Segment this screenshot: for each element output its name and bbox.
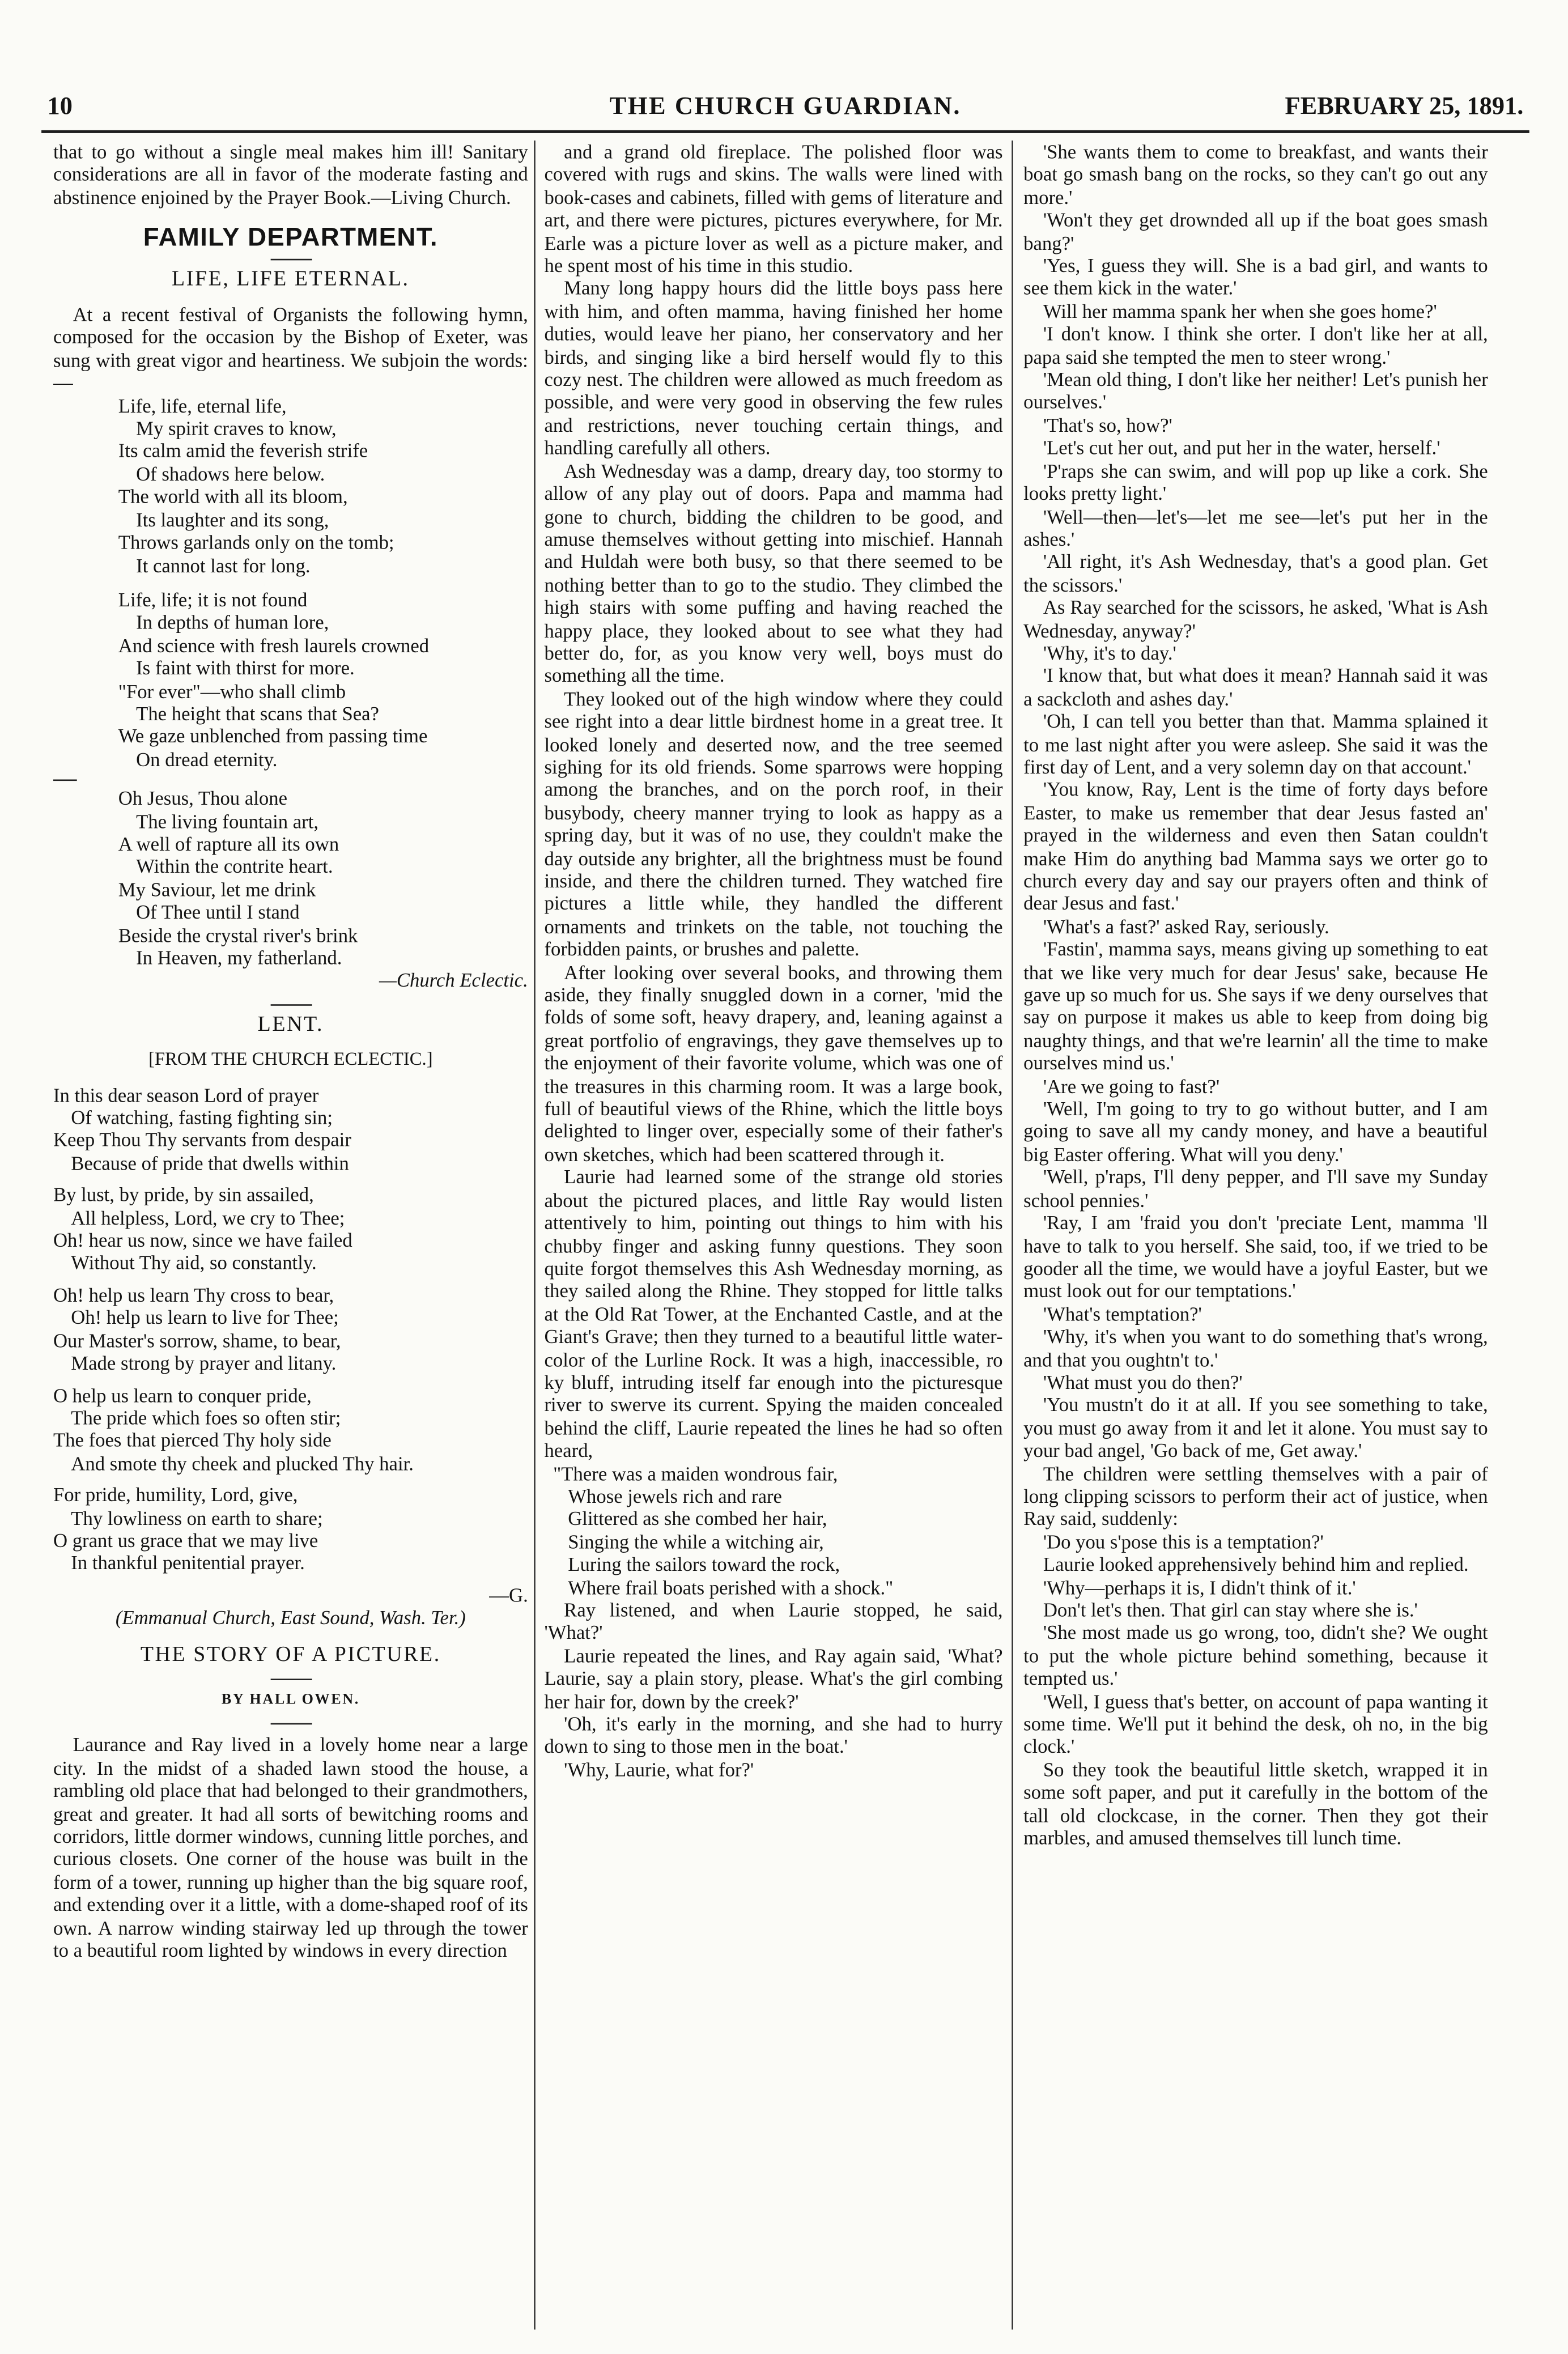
poem-line: O help us learn to conquer pride, bbox=[53, 1383, 312, 1406]
poem-stanzas bbox=[53, 1083, 528, 1575]
poem-line: My Saviour, let me drink bbox=[118, 878, 316, 900]
verse-line: Whose jewels rich and rare bbox=[568, 1485, 782, 1507]
story-paragraph: 'Mean old thing, I don't like her neither! Let's punish her ourselves.' bbox=[1023, 368, 1488, 414]
poem-title: LENT. bbox=[257, 1013, 324, 1037]
story-paragraph: Laurie looked apprehensively behind him and replied. bbox=[1043, 1553, 1469, 1576]
story-paragraph: 'You mustn't do it at all. If you see something to take, you must go away from it and let it alone. You must say to your bad angel, 'Go back of me, Get away.' bbox=[1023, 1393, 1488, 1462]
poem-line: Because of pride that dwells within bbox=[71, 1151, 349, 1174]
column-1 bbox=[53, 141, 528, 2344]
poem-line: Oh! help us learn Thy cross to bear, bbox=[53, 1284, 334, 1306]
story-paragraph: 'Well, I'm going to try to go without butter, and I am going to save all my candy money, and have a beautiful big Easter offering. What will you deny.' bbox=[1023, 1097, 1488, 1166]
story-paragraph: and a grand old fireplace. The polished floor was covered with rugs and skins. The walls were lined with book-cases and cabinets, filled with gems of literature and art, and there were pictures, pictures everywhere, for Mr. Earle was a picture lover as well as a picture maker, and he spent most of his time in this studio. bbox=[544, 140, 1003, 277]
story-paragraph: 'Fastin', mamma says, means giving up something to eat that we like very much for dear Jesus' sake, because He gave up so much for us. She says if we deny ourselves that say on purpose it makes us able to keep from doing big naughty things, and that we're learnin' all the time to make ourselves mind us.' bbox=[1023, 938, 1488, 1074]
divider bbox=[270, 1679, 311, 1680]
story-paragraph: 'She wants them to come to breakfast, and wants their boat go smash bang on the rocks, so they can't go out any more.' bbox=[1023, 140, 1488, 209]
story-paragraph: 'Oh, it's early in the morning, and she had to hurry down to sing to those men in the boat.' bbox=[544, 1713, 1003, 1758]
story-paragraph: 'What must you do then?' bbox=[1043, 1371, 1243, 1393]
poem-body-continued bbox=[53, 787, 528, 970]
poem-attribution: —Church Eclectic. bbox=[379, 969, 528, 992]
verse-line: Where frail boats perished with a shock." bbox=[568, 1576, 894, 1599]
poem-line: And science with fresh laurels crowned bbox=[118, 634, 430, 657]
verse-line: "There was a maiden wondrous fair, bbox=[553, 1462, 838, 1485]
verse-line: Luring the sailors toward the rock, bbox=[568, 1553, 840, 1576]
divider bbox=[270, 1724, 311, 1726]
story-paragraph: 'Why, it's when you want to do something that's wrong, and that you oughtn't to.' bbox=[1023, 1325, 1488, 1371]
column-3 bbox=[1023, 141, 1488, 2344]
issue-date: FEBRUARY 25, 1891. bbox=[1285, 91, 1524, 120]
poem-line: Its calm amid the feverish strife bbox=[118, 440, 368, 462]
poem-line: The world with all its bloom, bbox=[118, 485, 348, 508]
story-paragraph: 'What's temptation?' bbox=[1043, 1302, 1202, 1325]
story-paragraph: The children were settling themselves with a pair of long clipping scissors to perform their act of justice, when Ray said, suddenly: bbox=[1023, 1462, 1488, 1530]
poem-line: Of watching, fasting fighting sin; bbox=[71, 1106, 333, 1129]
divider bbox=[53, 780, 77, 781]
story-paragraph: 'I know that, but what does it mean? Hannah said it was a sackcloth and ashes day.' bbox=[1023, 664, 1488, 710]
poem-line: It cannot last for long. bbox=[136, 554, 311, 576]
story-paragraph: 'Well—then—let's—let me see—let's put her in the ashes.' bbox=[1023, 505, 1488, 550]
poem-line: In Heaven, my fatherland. bbox=[136, 946, 342, 969]
poem-stanza bbox=[53, 1184, 528, 1275]
story-paragraph: 'Why—perhaps it is, I didn't think of it.' bbox=[1043, 1576, 1356, 1599]
poem-line: In this dear season Lord of prayer bbox=[53, 1083, 319, 1106]
poem-line: Life, life; it is not found bbox=[118, 588, 308, 611]
poem-line: In thankful penitential prayer. bbox=[71, 1552, 305, 1574]
poem-line: Within the contrite heart. bbox=[136, 855, 333, 878]
poem-line: We gaze unblenched from passing time bbox=[118, 725, 428, 747]
story-paragraph: 'Are we going to fast?' bbox=[1043, 1074, 1220, 1097]
story-paragraph: So they took the beautiful little sketch, wrapped it in some soft paper, and put it carefully in the bottom of the tall old clockcase, in the corner. Then they got their marbles, and amused themselves till lunch time. bbox=[1023, 1758, 1488, 1849]
story-byline: BY HALL OWEN. bbox=[221, 1692, 360, 1709]
story-paragraph: 'She most made us go wrong, too, didn't she? We ought to put the whole picture behind something, because it tempted us.' bbox=[1023, 1621, 1488, 1690]
story-paragraph: Ray listened, and when Laurie stopped, he said, 'What?' bbox=[544, 1599, 1003, 1644]
poem-stanza bbox=[53, 1484, 528, 1575]
poem-line: O grant us grace that we may live bbox=[53, 1529, 318, 1552]
column-2 bbox=[544, 141, 1002, 2344]
poem-line: Made strong by prayer and litany. bbox=[71, 1352, 337, 1374]
column-rule-2 bbox=[1012, 141, 1013, 2330]
story-paragraph: 'Let's cut her out, and put her in the water, herself.' bbox=[1043, 436, 1440, 459]
story-paragraph: 'You know, Ray, Lent is the time of forty days before Easter, to make us remember that dear Jesus fasted an' prayed in the wilderness and even then Satan couldn't make Him do anything bad Mamma says we orter go to church every day and say our prayers often and think of dear Jesus and fast.' bbox=[1023, 778, 1488, 915]
poem-stanza bbox=[53, 1384, 528, 1475]
story-paragraph: 'I don't know. I think she orter. I don't like her at all, papa said she tempted the men to steer wrong.' bbox=[1023, 322, 1488, 368]
poem-line: On dread eternity. bbox=[136, 748, 278, 771]
story-verse bbox=[544, 1462, 1002, 1599]
story-paragraph: 'Oh, I can tell you better than that. Mamma splained it to me last night after you were asleep. She said it was the first day of Lent, and a very solemn day on that account.' bbox=[1023, 710, 1488, 778]
story-paragraph: 'All right, it's Ash Wednesday, that's a good plan. Get the scissors.' bbox=[1023, 550, 1488, 596]
story-paragraph: Many long happy hours did the little boys pass here with him, and often mamma, having finished her home duties, would leave her piano, her conservatory and her birds, and singing like a bird herself would fly to this cozy nest. The children were allowed as much freedom as possible, and were very good in observing the few rules and restrictions, never touching certain things, and handling carefully all others. bbox=[544, 277, 1003, 459]
story-paragraph: 'Do you s'pose this is a temptation?' bbox=[1043, 1530, 1324, 1553]
poem-line: Our Master's sorrow, shame, to bear, bbox=[53, 1329, 341, 1352]
story-paragraph: Laurie repeated the lines, and Ray again said, 'What? Laurie, say a plain story, please. What's the girl combing her hair for, down by the creek?' bbox=[544, 1644, 1003, 1713]
poem-line: Oh Jesus, Thou alone bbox=[118, 787, 287, 810]
story-paragraph: Laurance and Ray lived in a lovely home near a large city. In the midst of a shaded lawn stood the house, a rambling old place that had belonged to their grandmothers, great and greater. It had all sorts of bewitching rooms and corridors, little dormer windows, cunning little porches, and curious closets. One corner of the house was built in the form of a tower, running up higher than the big square roof, and extending over it a little, with a dome-shaped roof of its own. A narrow winding stairway led up through the tower to a beautiful room lighted by windows in every direction bbox=[53, 1733, 528, 1961]
poem-line: Oh! help us learn to live for Thee; bbox=[71, 1306, 339, 1329]
masthead: THE CHURCH GUARDIAN. bbox=[609, 91, 962, 120]
poem-intro: At a recent festival of Organists the following hymn, composed for the occasion by the Bishop of Exeter, was sung with great vigor and heartiness. We subjoin the words:— bbox=[53, 303, 528, 394]
intro-paragraph: that to go without a single meal makes him ill! Sanitary considerations are all in favor of the moderate fasting and abstinence enjoined by the Prayer Book.—Living Church. bbox=[53, 140, 528, 209]
section-heading: FAMILY DEPARTMENT. bbox=[143, 222, 438, 252]
story-paragraph: Don't let's then. That girl can stay where she is.' bbox=[1043, 1599, 1418, 1621]
page-header bbox=[41, 92, 1529, 133]
verse-line: Glittered as she combed her hair, bbox=[568, 1507, 827, 1530]
poem-line: Beside the crystal river's brink bbox=[118, 924, 358, 946]
story-paragraph: 'Well, p'raps, I'll deny pepper, and I'll save my Sunday school pennies.' bbox=[1023, 1166, 1488, 1211]
divider bbox=[270, 258, 311, 260]
story-dialogue bbox=[1023, 141, 1488, 1850]
poem-line: In depths of human lore, bbox=[136, 611, 329, 634]
poem-body bbox=[53, 394, 528, 771]
story-paragraph: As Ray searched for the scissors, he asked, 'What is Ash Wednesday, anyway?' bbox=[1023, 596, 1488, 641]
poem-line: Its laughter and its song, bbox=[136, 508, 329, 531]
story-title: THE STORY OF A PICTURE. bbox=[140, 1642, 441, 1667]
poem-line: For pride, humility, Lord, give, bbox=[53, 1484, 298, 1506]
poem-line: Is faint with thirst for more. bbox=[136, 657, 355, 679]
poem-signature: —G. bbox=[489, 1583, 528, 1606]
story-paragraph: 'Why, it's to day.' bbox=[1043, 641, 1176, 664]
story-paragraph: After looking over several books, and throwing them aside, they finally snuggled down in a corner, 'mid the folds of some soft, heavy drapery, and, leaning against a great portfolio of engravings, they gave themselves up to the enjoyment of their favorite volume, which was one of the treasures in this charming room. It was a large book, full of beautiful views of the Rhine, which the little boys delighted to linger over, especially some of their father's own sketches, which had been scattered through it. bbox=[544, 961, 1003, 1166]
story-paragraph: 'What's a fast?' asked Ray, seriously. bbox=[1043, 915, 1329, 938]
story-paragraph: They looked out of the high window where they could see right into a dear little birdnest home in a great tree. It looked lonely and deserted now, and the tree seemed sighing for its old friends. Some sparrows were hopping among the branches, and on the porch roof, in their busybody, cheery manner trying to look as happy as a spring day, but it was of no use, they couldn't make the day outside any brighter, all the brightness must be found inside, and there the children turned. They watched fire pictures a little while, they handled the different ornaments and trinkets on the table, not touching the forbidden paints, or brushes and palette. bbox=[544, 687, 1003, 961]
story-continued bbox=[544, 141, 1002, 1462]
story-paragraph: Will her mamma spank her when she goes home?' bbox=[1043, 300, 1437, 322]
poem-line: "For ever"—who shall climb bbox=[118, 679, 346, 702]
poem-line: And smote thy cheek and plucked Thy hair. bbox=[71, 1452, 414, 1475]
story-paragraph: 'Won't they get drownded all up if the boat goes smash bang?' bbox=[1023, 209, 1488, 254]
story-paragraph: 'P'raps she can swim, and will pop up like a cork. She looks pretty light.' bbox=[1023, 459, 1488, 505]
poem-line: Of shadows here below. bbox=[136, 462, 325, 485]
story-continued-2 bbox=[544, 1599, 1002, 1781]
poem-line: Throws garlands only on the tomb; bbox=[118, 531, 394, 554]
poem-line: Oh! hear us now, since we have failed bbox=[53, 1229, 352, 1252]
poem-line: Thy lowliness on earth to share; bbox=[71, 1506, 323, 1529]
story-paragraph: 'That's so, how?' bbox=[1043, 414, 1172, 436]
poem-line: By lust, by pride, by sin assailed, bbox=[53, 1183, 314, 1206]
poem-line: All helpless, Lord, we cry to Thee; bbox=[71, 1206, 345, 1229]
poem-line: Life, life, eternal life, bbox=[118, 394, 287, 417]
poem-stanza bbox=[53, 1083, 528, 1175]
page-number: 10 bbox=[47, 91, 73, 120]
poem-source: [FROM THE CHURCH ECLECTIC.] bbox=[148, 1049, 433, 1070]
poem-line: The living fountain art, bbox=[136, 810, 319, 832]
poem-line: The pride which foes so often stir; bbox=[71, 1406, 341, 1429]
verse-line: Singing the while a witching air, bbox=[568, 1530, 824, 1553]
column-rule-1 bbox=[534, 141, 536, 2330]
story-paragraph: 'Ray, I am 'fraid you don't 'preciate Lent, mamma 'll have to talk to you herself. She said, too, if we tried to be gooder all the time, we would have a joyful Easter, but we must look out for our temptations.' bbox=[1023, 1211, 1488, 1302]
poem-place: (Emmanual Church, East Sound, Wash. Ter.) bbox=[115, 1606, 466, 1629]
poem-title: LIFE, LIFE ETERNAL. bbox=[172, 267, 410, 291]
story-paragraph: 'Well, I guess that's better, on account of papa wanting it some time. We'll put it behind the desk, oh no, in the big clock.' bbox=[1023, 1690, 1488, 1758]
poem-line: My spirit craves to know, bbox=[136, 417, 337, 440]
story-paragraph: Laurie had learned some of the strange old stories about the pictured places, and little Ray would listen attentively to him, pointing out things to him with his chubby finger and asking funny questions. They soon quite forgot themselves this Ash Wednesday morning, as they sailed along the Rhine. They stopped for little talks at the Old Rat Tower, at the Enchanted Castle, and at the Giant's Grave; then they turned to a beautiful little water-color of the Lurline Rock. It was a high, inaccessible, ro ky bluff, intruding itself far enough into the picturesque river to swerve its current. Spying the maiden concealed behind the cliff, Laurie repeated the lines he had so often heard, bbox=[544, 1166, 1003, 1462]
story-paragraph: 'Yes, I guess they will. She is a bad girl, and wants to see them kick in the water.' bbox=[1023, 254, 1488, 300]
story-paragraph: Ash Wednesday was a damp, dreary day, too stormy to allow of any play out of doors. Papa and mamma had gone to church, bidding the children to be good, and amuse themselves without getting into mischief. Hannah and Huldah were both busy, so that there seemed to be nothing better than to go to the studio. They climbed the high stairs with some puffing and having reached the happy place, they looked about to see what they had better do, for, as you know very well, boys must do something all the time. bbox=[544, 459, 1003, 687]
divider bbox=[270, 1004, 311, 1006]
poem-line: Keep Thou Thy servants from despair bbox=[53, 1129, 351, 1151]
poem-line: Without Thy aid, so constantly. bbox=[71, 1252, 317, 1274]
poem-stanza bbox=[53, 1284, 528, 1375]
poem-line: The foes that pierced Thy holy side bbox=[53, 1429, 332, 1452]
poem-line: Of Thee until I stand bbox=[136, 900, 300, 924]
story-paragraph: 'Why, Laurie, what for?' bbox=[564, 1758, 754, 1781]
poem-line: A well of rapture all its own bbox=[118, 832, 339, 855]
poem-line: The height that scans that Sea? bbox=[136, 702, 379, 725]
